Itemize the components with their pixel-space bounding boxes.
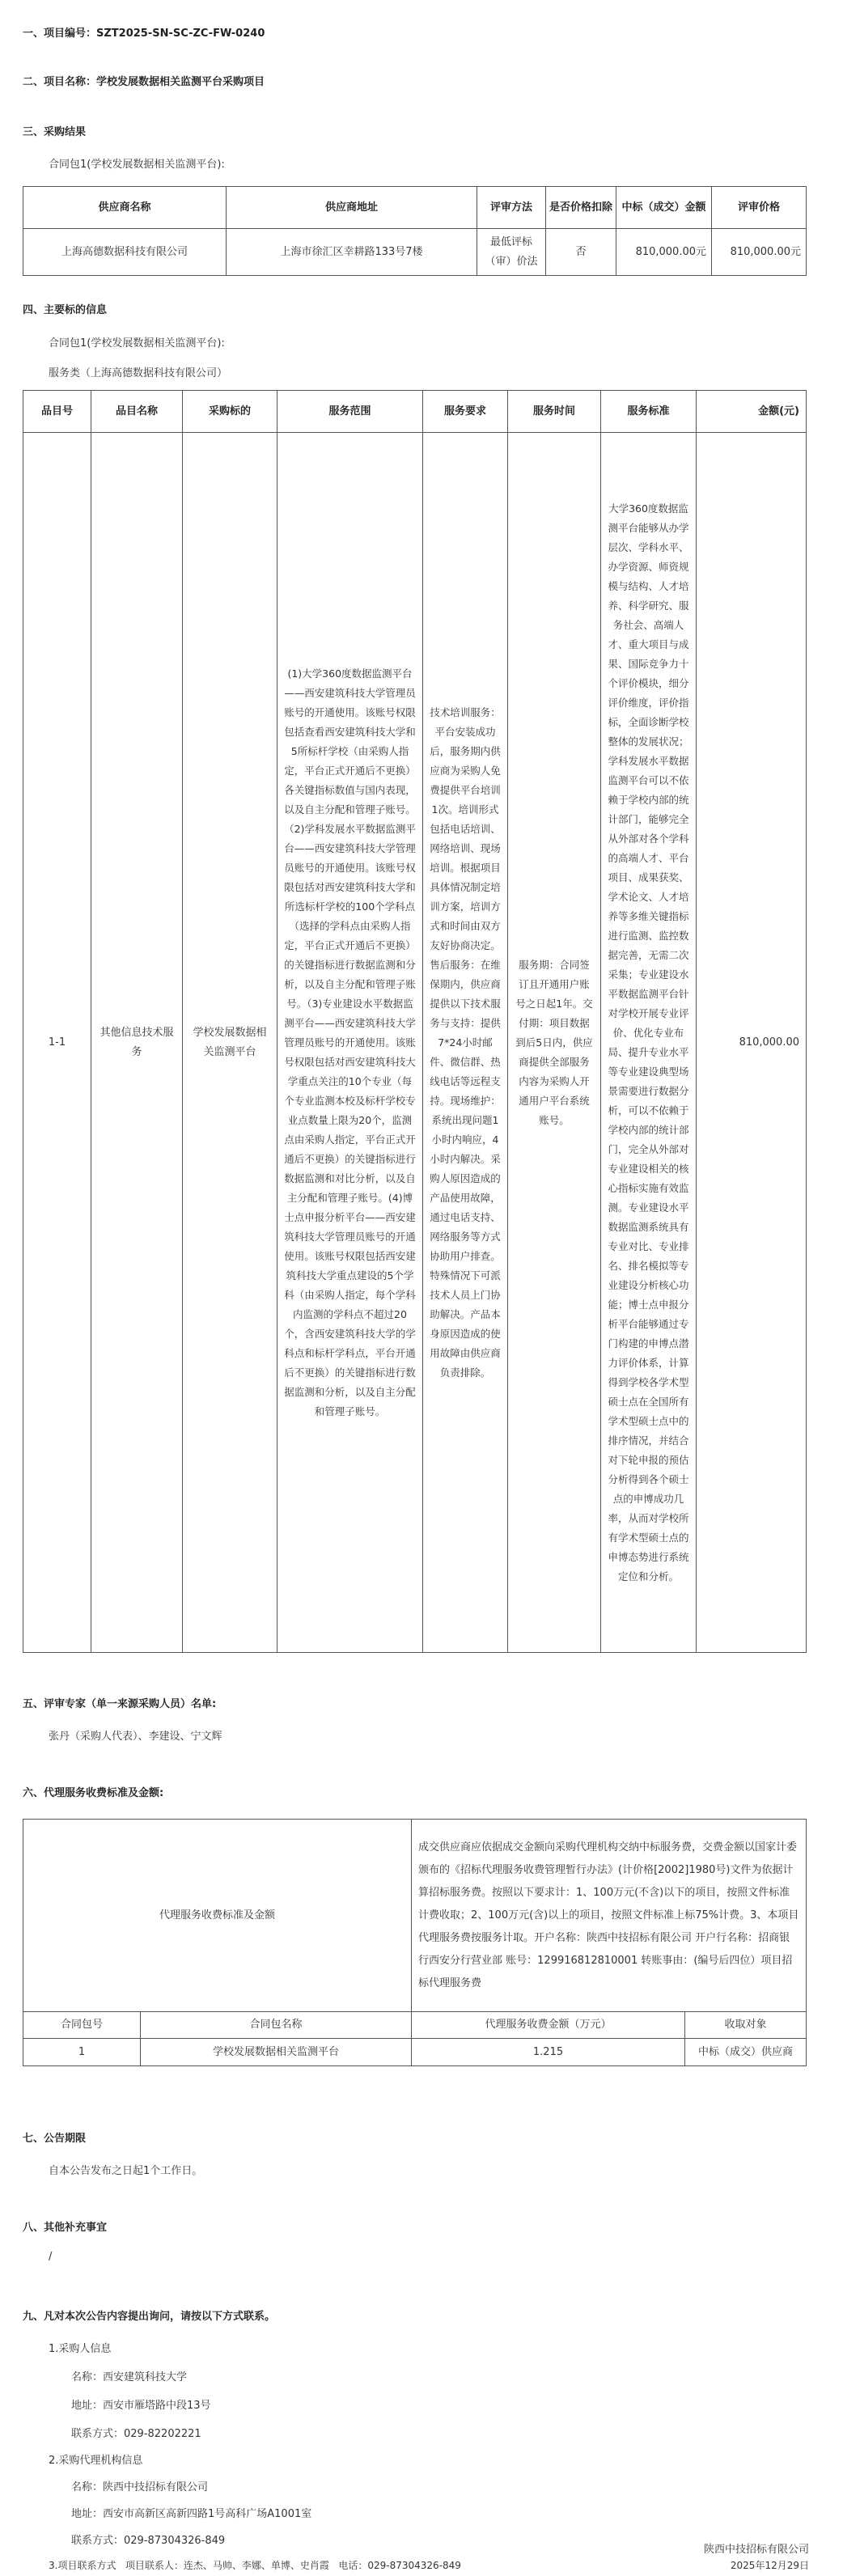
project-number [23, 24, 265, 40]
result-address: 上海市徐汇区幸耕路133号7楼 [227, 229, 477, 276]
fee-table-header [23, 2012, 807, 2039]
subject-subject: 学校发展数据相关监测平台 [183, 433, 277, 1653]
subject-header-scope: 服务范围 [277, 391, 423, 433]
subject-requirement: 技术培训服务：平台安装成功后，服务期内供应商为采购人免费提供平台培训1次。培训形式包括电话培训、网络培训、现场培训。根据项目具体情况制定培训方案，培训方式和时间由双方友好协商决定。售后服务：在维保期内，供应商提供以下技术服务与支持：提供7*24小时邮件、微信群、热线电话等远程支持。现场维护：系统出现问题1小时内响应，4小时内解决。采购人原因造成的产品使用故障，通过电话支持、网络服务等方式协助用户排查。特殊情况下可派技术人员上门协助解决。产品本身原因造成的使用故障由供应商负责排除。 [423, 433, 508, 1653]
agency-address: 地址：西安市高新区高新四路1号高科广场A1001室 [71, 2508, 312, 2520]
signature-date: 2025年12月29日 [730, 2560, 809, 2571]
subject-time: 服务期：合同签订且开通用户账号之日起1年。交付期：项目数据到后5日内，供应商提供全部服务内容为采购人开通用户平台系统账号。 [508, 433, 601, 1653]
project-number-value: SZT2025-SN-SC-ZC-FW-0240 [96, 28, 265, 40]
fee-amount: 1.215 [412, 2039, 685, 2066]
fee-table [23, 1819, 807, 2066]
project-name-value: 学校发展数据相关监测平台采购项目 [96, 76, 265, 88]
buyer-info-title: 1.采购人信息 [49, 2343, 112, 2355]
project-contact-block [49, 2558, 461, 2572]
subject-amount: 810,000.00 [697, 433, 807, 1653]
other-matters-title: 八、其他补充事宜 [23, 2222, 108, 2234]
subject-header-item-no: 品目号 [23, 391, 91, 433]
project-contact-people: 项目联系人：连杰、马帅、李娜、单博、史肖霞 [125, 2560, 329, 2571]
procurement-result-title: 三、采购结果 [23, 126, 87, 138]
fee-standard-text: 成交供应商应依据成交金额向采购代理机构交纳中标服务费，交费金额以国家计委颁布的《招标代理服务收费管理暂行办法》(计价格[2002]1980号)文件为依据计算招标服务费。按照以下要求计：1、100万元(不含)以下的项目，按照文件标准计费收取；2、100万元(含)以上的项目，按照文件标准上标75%计费。3、本项目代理服务费按服务计取。开户名称：陕西中技招标有限公司 开户行名称：招商银行西安分行营业部 账号：129916812810001 转账事由：(编号后四位）项目招标代理服务费 [412, 1820, 807, 2012]
experts-title: 五、评审专家（单一来源采购人员）名单: [23, 1698, 217, 1710]
fee-payer: 中标（成交）供应商 [685, 2039, 807, 2066]
subject-header-amount: 金额(元) [697, 391, 807, 433]
agency-phone: 联系方式：029-87304326-849 [71, 2535, 226, 2547]
fee-table-row [23, 2039, 807, 2066]
subject-scope: (1)大学360度数据监测平台——西安建筑科技大学管理员账号的开通使用。该账号权限包括查看西安建筑科技大学和5所标杆学校（由采购人指定，平台正式开通后不更换）各关键指标数值与国内表现，以及自主分配和管理子账号。（2)学科发展水平数据监测平台——西安建筑科技大学管理员账号的开通使用。该账号权限包括对西安建筑科技大学和所选标杆学校的100个学科点（选择的学科点由采购人指定，平台正式开通后不更换）的关键指标进行数据监测和分析，以及自主分配和管理子账号。（3)专业建设水平数据监测平台——西安建筑科技大学管理员账号的开通使用。该账号权限包括对西安建筑科技大学重点关注的10个专业（每个专业监测本校及标杆学校专业点数量上限为20个，监测点由采购人指定，平台正式开通后不更换）的关键指标进行数据监测和对比分析，以及自主分配和管理子账号。(4)博士点申报分析平台——西安建筑科技大学管理员账号的开通使用。该账号权限包括西安建筑科技大学重点建设的5个学科（由采购人指定，每个学科内监测的学科点不超过20个，含西安建筑科技大学的学科点和标杆学科点，平台开通后不更换）的关键指标进行数据监测和分析，以及自主分配和管理子账号。 [277, 433, 423, 1653]
project-contact-phone: 电话：029-87304326-849 [338, 2560, 461, 2571]
other-matters-text: / [49, 2251, 53, 2263]
fee-standard-row [23, 1820, 807, 2012]
buyer-phone: 联系方式：029-82202221 [71, 2428, 201, 2440]
result-header-address: 供应商地址 [227, 187, 477, 229]
result-header-supplier: 供应商名称 [23, 187, 227, 229]
result-supplier: 上海高德数据科技有限公司 [23, 229, 227, 276]
result-amount: 810,000.00元 [616, 229, 712, 276]
result-header-price: 评审价格 [712, 187, 807, 229]
main-subject-category: 服务类（上海高德数据科技有限公司） [49, 367, 228, 379]
fee-header-amount: 代理服务收费金额（万元） [412, 2012, 685, 2039]
notice-period-title: 七、公告期限 [23, 2133, 87, 2145]
subject-header-item-name: 品目名称 [91, 391, 183, 433]
project-contact-title: 3.项目联系方式 [49, 2560, 116, 2571]
experts-names: 张丹（采购人代表）、李建设、宁文辉 [49, 1731, 222, 1743]
subject-table-row [23, 433, 807, 1653]
project-name-label: 二、项目名称： [23, 76, 97, 88]
contact-title: 九、凡对本次公告内容提出询问，请按以下方式联系。 [23, 2311, 276, 2323]
agency-info-title: 2.采购代理机构信息 [49, 2455, 143, 2467]
fee-header-package-name: 合同包名称 [141, 2012, 412, 2039]
project-number-label: 一、项目编号： [23, 28, 97, 40]
result-price: 810,000.00元 [712, 229, 807, 276]
result-header-method: 评审方法 [477, 187, 546, 229]
result-table-header [23, 187, 807, 229]
result-table-row [23, 229, 807, 276]
result-header-amount: 中标（成交）金额 [616, 187, 712, 229]
notice-period-text: 自本公告发布之日起1个工作日。 [49, 2165, 203, 2177]
subject-header-standard: 服务标准 [601, 391, 697, 433]
result-table [23, 186, 807, 276]
result-deduction: 否 [546, 229, 616, 276]
subject-header-subject: 采购标的 [183, 391, 277, 433]
subject-standard: 大学360度数据监测平台能够从办学层次、学科水平、办学资源、师资规模与结构、人才培养、科学研究、服务社会、高端人才、重大项目与成果、国际竞争力十个评价模块，细分评价维度，评价指标，全面诊断学校整体的发展状况；学科发展水平数据监测平台可以不依赖于学校内部的统计部门，能够完全从外部对各个学科的高端人才、平台项目、成果获奖、学术论文、人才培养等多维关键指标进行监测、监控数据完善，无需二次采集；专业建设水平数据监测平台针对学校开展专业评价、优化专业布局、提升专业水平等专业建设典型场景需要进行数据分析，可以不依赖于学校内部的统计部门，完全从外部对专业建设相关的核心指标实施有效监测。专业建设水平数据监测系统具有专业对比、专业排名、排名模拟等专业建设分析核心功能；博士点申报分析平台能够通过专门构建的申博点潜力评价体系，计算得到学校各学术型硕士点在全国所有学术型硕士点中的排序情况，并结合对下轮申报的预估分析得到各个硕士点的申博成功几率，从而对学校所有学术型硕士点的申博态势进行系统定位和分析。 [601, 433, 697, 1653]
fee-header-package-no: 合同包号 [23, 2012, 141, 2039]
fee-standard-label: 代理服务收费标准及金额 [23, 1820, 412, 2012]
project-name [23, 73, 265, 88]
agency-fee-title: 六、代理服务收费标准及金额: [23, 1787, 164, 1799]
result-header-deduction: 是否价格扣除 [546, 187, 616, 229]
signature-org: 陕西中技招标有限公司 [703, 2544, 809, 2556]
subject-header-time: 服务时间 [508, 391, 601, 433]
main-subject-title: 四、主要标的信息 [23, 304, 108, 316]
subject-item-no: 1-1 [23, 433, 91, 1653]
result-method: 最低评标（审）价法 [477, 229, 546, 276]
buyer-address: 地址：西安市雁塔路中段13号 [71, 2400, 211, 2412]
fee-header-payer: 收取对象 [685, 2012, 807, 2039]
subject-header-requirement: 服务要求 [423, 391, 508, 433]
subject-table [23, 390, 807, 1653]
subject-table-header [23, 391, 807, 433]
buyer-name: 名称：西安建筑科技大学 [71, 2371, 188, 2383]
fee-package-no: 1 [23, 2039, 141, 2066]
subject-item-name: 其他信息技术服务 [91, 433, 183, 1653]
agency-name: 名称：陕西中技招标有限公司 [71, 2481, 209, 2493]
procurement-result-package: 合同包1(学校发展数据相关监测平台): [49, 159, 225, 171]
fee-package-name: 学校发展数据相关监测平台 [141, 2039, 412, 2066]
main-subject-package: 合同包1(学校发展数据相关监测平台): [49, 337, 225, 350]
